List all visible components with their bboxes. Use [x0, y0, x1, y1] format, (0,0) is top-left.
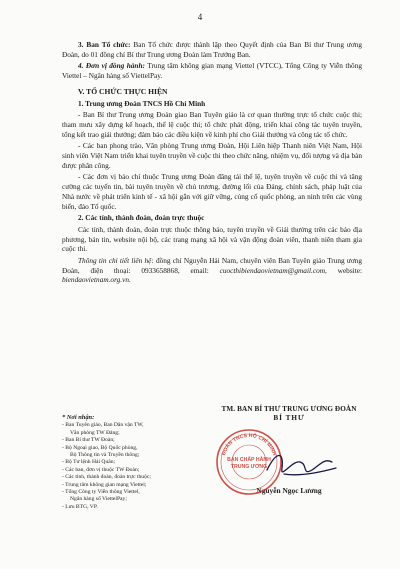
handwritten-signature-icon [262, 440, 342, 490]
section-1-heading: 1. Trung ương Đoàn TNCS Hồ Chí Minh [78, 98, 206, 108]
document-body [62, 40, 362, 287]
stamp-text-mid: TRUNG ƯƠNG [230, 464, 268, 470]
section-2-heading: 2. Các tỉnh, thành đoàn, đoàn trực thuộc [78, 213, 205, 223]
contact-website[interactable]: biendaovietnam.org.vn. [62, 275, 131, 285]
section-v-heading: V. TỔ CHỨC THỰC HIỆN [78, 86, 168, 96]
recipients-title: * Nơi nhận: [62, 414, 95, 421]
recipient-item: Văn phòng TW Đảng; [70, 429, 120, 436]
section-1-paragraph-1: - Ban Bí thư Trung ương Đoàn giao Ban Tuyên giáo là cơ quan thường trực tổ chức cuộc thi; tham mưu xây dựng kế hoạch, thể lệ cuộc thi; tổ chức phát động, triển khai công tác tuyên truyền, tổng kết trao giải thưởng; đảm bảo các điều kiện về kinh phí cho Giải thưởng và công tác tổ chức. [62, 110, 362, 139]
recipient-item: - Trung tâm không gian mạng Viettel; [62, 481, 147, 488]
contact-label: Thông tin chi tiết liên hệ: [78, 256, 154, 266]
partner-units-heading: 4. Đơn vị đồng hành: [78, 61, 145, 71]
recipient-item: - Lưu BTG, VP. [62, 503, 98, 510]
contact-paragraph [62, 256, 362, 285]
website-label: , website: [325, 265, 362, 275]
recipient-item: Ngân hàng số ViettelPay; [70, 496, 127, 503]
section-2-paragraph-1: Các tỉnh, thành đoàn, đoàn trực thuộc thông báo, tuyên truyền về Giải thưởng trên các báo địa phương, bản tin, website nội bộ, các trang mạng xã hội và vận động đoàn viên, thanh niên tham gia cuộc thi. [62, 224, 362, 254]
section-1-paragraph-3: - Các đơn vị báo chí thuộc Trung ương Đoàn đăng tải thể lệ, tuyên truyền về cuộc thi và tăng cường các tuyến tin, bài tuyên truyền về chủ trương, đường lối của Đảng, chính sách, pháp luật của Nhà nước về phát triển kinh tế - xã hội gắn với giữ vững, củng cố quốc phòng, an ninh trên các vùng biển, đảo Tổ quốc. [62, 172, 362, 211]
signature-title: TM. BAN BÍ THƯ TRUNG ƯƠNG ĐOÀN [221, 405, 357, 413]
page-number: 4 [197, 12, 203, 22]
recipient-item: Bộ Thông tin và Truyền thông; [70, 452, 140, 459]
recipient-item: - Ban Bí thư TW Đoàn; [62, 437, 115, 444]
recipient-item: - Ban Tuyên giáo, Ban Dân vận TW, [62, 422, 144, 429]
organizing-committee-paragraph [62, 40, 362, 59]
section-1-paragraph-2: - Các ban phong trào, Văn phòng Trung ương Đoàn, Hội Liên hiệp Thanh niên Việt Nam, Hội sinh viên Việt Nam triển khai tuyên truyền về cuộc thi theo chức năng, nhiệm vụ, đối tượng và địa bàn được phân công. [62, 141, 362, 170]
contact-text: đồng chí Nguyễn Hải Nam, chuyên viên Ban Tuyên giáo Trung ương Đoàn, điện thoại: 0933658868, email: [62, 256, 362, 275]
partner-units-paragraph [62, 61, 362, 80]
stamp-text-top: BAN CHẤP HÀNH [227, 457, 271, 463]
recipient-item: - Các ban, đơn vị thuộc TW Đoàn; [62, 466, 140, 473]
organizing-committee-heading: 3. Ban Tổ chức: [78, 40, 131, 49]
partner-units-text: Trung tâm không gian mạng Viettel (VTCC), Tổng Công ty Viễn thông Viettel – Ngân hàng số ViettelPay. [62, 61, 363, 81]
signature-position: BÍ THƯ [273, 414, 305, 422]
recipient-item: - Bộ Tư lệnh Hải Quân; [62, 459, 116, 466]
recipient-item: - Bộ Ngoại giao, Bộ Quốc phòng, [62, 444, 138, 451]
recipient-item: - Tổng Công ty Viễn thông Viettel, [62, 489, 140, 496]
stamp-arc-text: ĐOÀN TNCS HỒ CHÍ MINH [220, 432, 278, 457]
contact-email[interactable]: cuocthibiendaovietnam@gmail.com [219, 265, 325, 275]
organizing-committee-text: Ban Tổ chức được thành lập theo Quyết định của Ban Bí thư Trung ương Đoàn, do 01 đồng chí Bí thư Trung ương Đoàn làm Trưởng Ban. [62, 40, 362, 59]
recipients-list [62, 414, 202, 511]
recipient-item: - Các tỉnh, thành đoàn, đoàn trực thuộc; [62, 474, 151, 481]
signer-name: Nguyễn Ngọc Lương [256, 486, 322, 495]
